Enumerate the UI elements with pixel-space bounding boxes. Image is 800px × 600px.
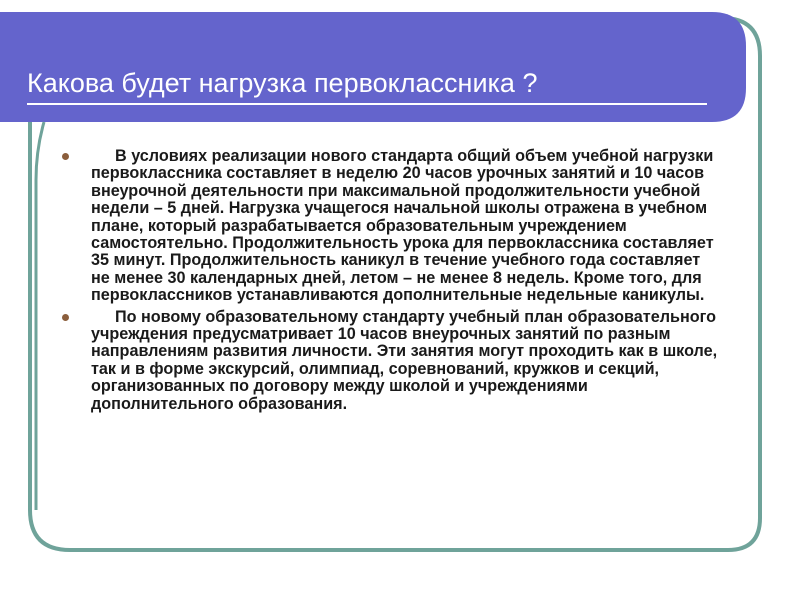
slide-content bbox=[60, 148, 720, 416]
bullet-item bbox=[60, 309, 720, 413]
slide-title: Какова будет нагрузка первоклассника ? bbox=[27, 68, 538, 98]
bullet-item bbox=[60, 148, 720, 305]
bullet-dot-icon bbox=[62, 153, 69, 160]
bullet-text: По новому образовательному стандарту учебный план образовательного учреждения предусматривает 10 часов внеурочных занятий по разным направлениям развития личности. Эти занятия могут проходить как в школе, так и в форме экскурсий, олимпиад, соревнований, кружков и секций, организованных по договору между школой и учреждениями дополнительного образования. bbox=[91, 307, 718, 413]
bullet-text: В условиях реализации нового стандарта общий объем учебной нагрузки первоклассника составляет в неделю 20 часов урочных занятий и 10 часов внеурочной деятельности при максимальной продолжительности учебной недели – 5 дней. Нагрузка учащегося начальной школы отражена в учебном плане, который разрабатывается образовательным учреждением самостоятельно. Продолжительность урока для первоклассника составляет 35 минут. Продолжительность каникул в течение учебного года составляет не менее 30 календарных дней, летом – не менее 8 недель. Кроме того, для первоклассников устанавливаются дополнительные недельные каникулы. bbox=[91, 147, 714, 305]
title-underline bbox=[27, 103, 707, 105]
bullet-dot-icon bbox=[62, 314, 69, 321]
